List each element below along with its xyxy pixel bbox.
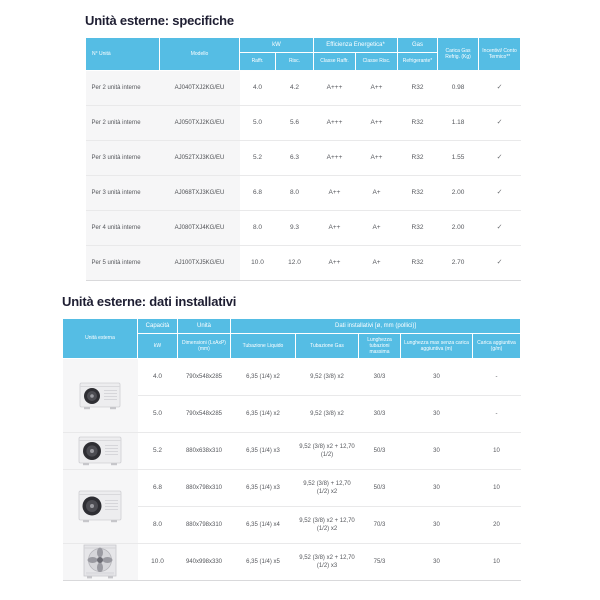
cell-lunghezza-max: 50/3: [373, 447, 386, 454]
outdoor-unit-image: [78, 544, 122, 580]
cell-carica: 2.00: [451, 189, 465, 197]
cell-classe-raffr: A++: [328, 259, 341, 267]
cell-capacita: 10.0: [151, 558, 164, 566]
install-section: [62, 294, 520, 581]
cell-tubazione-gas: 9,52 (3/8) x2 + 12,70 (1/2) x3: [299, 554, 355, 569]
cell-gas: R32: [411, 119, 424, 127]
cell-lunghezza-senza-carica: 30: [433, 410, 440, 417]
cell-modello: AJ068TXJ3KG/EU: [160, 176, 240, 211]
spec-table-header: [86, 38, 521, 71]
cell-carica-aggiuntiva: -: [495, 373, 498, 380]
outdoor-unit-image: [76, 489, 124, 525]
cell-lunghezza-max: 50/3: [373, 484, 386, 491]
install-header-tubazione-liquido: Tubazione Liquido: [231, 334, 296, 359]
cell-carica-aggiuntiva: 10: [493, 484, 500, 491]
spec-header-refrigerante: Refrigerante*: [398, 53, 438, 71]
cell-classe-risc: A++: [370, 119, 383, 127]
spec-table-row: [86, 141, 521, 176]
cell-incentivo-check: ✓: [496, 189, 503, 197]
cell-gas: R32: [411, 189, 424, 197]
cell-modello: AJ100TXJ5KG/EU: [160, 246, 240, 281]
install-header-kw: kW: [138, 334, 178, 359]
spec-header-n-unita: N° Unità: [86, 38, 160, 71]
cell-carica: 2.00: [451, 224, 465, 232]
cell-dimensioni: 880x798x310: [185, 484, 223, 491]
spec-header-classe-risc: Classe Risc.: [356, 53, 398, 71]
cell-carica-aggiuntiva: 10: [493, 558, 500, 565]
cell-lunghezza-senza-carica: 30: [433, 373, 440, 380]
cell-tubazione-gas: 9,52 (3/8) x2: [310, 410, 344, 417]
cell-kw-raffr: 10.0: [251, 259, 264, 267]
cell-n-unita: Per 3 unità interne: [86, 141, 160, 176]
spec-header-classe-raffr: Classe Raffr.: [314, 53, 356, 71]
install-header-unita-esterna: Unità esterna: [63, 319, 138, 359]
cell-tubazione-gas: 9,52 (3/8) x2 + 12,70 (1/2) x2: [299, 517, 355, 532]
cell-kw-raffr: 5.0: [252, 119, 263, 127]
cell-incentivo-check: ✓: [496, 84, 503, 92]
cell-modello: AJ052TXJ3KG/EU: [160, 141, 240, 176]
cell-classe-risc: A+: [372, 259, 381, 267]
cell-gas: R32: [411, 224, 424, 232]
cell-classe-raffr: A++: [328, 189, 341, 197]
outdoor-unit-image-tall: [63, 470, 138, 544]
cell-kw-risc: 8.0: [289, 189, 300, 197]
spec-header-modello: Modello: [160, 38, 240, 71]
cell-lunghezza-senza-carica: 30: [433, 484, 440, 491]
cell-kw-raffr: 8.0: [252, 224, 263, 232]
install-table-row: [63, 544, 521, 581]
outdoor-unit-image-medium: [63, 433, 138, 470]
spec-header-gas-group: Gas: [398, 38, 438, 53]
cell-dimensioni: 880x798x310: [185, 521, 223, 528]
cell-incentivo-check: ✓: [496, 259, 503, 267]
cell-n-unita: Per 2 unità interne: [86, 71, 160, 106]
spec-header-efficienza-group: Efficienza Energetica*: [314, 38, 398, 53]
cell-dimensioni: 790x548x285: [185, 410, 223, 417]
cell-modello: AJ050TXJ2KG/EU: [160, 106, 240, 141]
cell-kw-risc: 12.0: [288, 259, 301, 267]
cell-capacita: 5.2: [152, 447, 163, 455]
cell-tubazione-liquido: 6,35 (1/4) x3: [246, 484, 280, 491]
spec-header-kw-risc: Risc.: [276, 53, 314, 71]
cell-kw-raffr: 4.0: [252, 84, 263, 92]
cell-carica: 2.70: [451, 259, 465, 267]
cell-incentivo-check: ✓: [496, 154, 503, 162]
cell-lunghezza-max: 75/3: [373, 558, 386, 565]
install-header-carica-aggiuntiva: Carica aggiuntiva (g/m): [473, 334, 521, 359]
cell-n-unita: Per 2 unità interne: [86, 106, 160, 141]
cell-carica-aggiuntiva: 10: [493, 447, 500, 454]
cell-tubazione-gas: 9,52 (3/8) x2 + 12,70 (1/2): [299, 443, 355, 458]
cell-n-unita: Per 3 unità interne: [86, 176, 160, 211]
cell-incentivo-check: ✓: [496, 224, 503, 232]
cell-capacita: 8.0: [152, 521, 163, 529]
spec-header-kw-group: kW: [240, 38, 314, 53]
cell-lunghezza-senza-carica: 30: [433, 447, 440, 454]
cell-dimensioni: 880x638x310: [185, 447, 223, 454]
install-table-row: [63, 470, 521, 507]
cell-carica: 0.98: [451, 84, 465, 92]
cell-carica-aggiuntiva: -: [495, 410, 498, 417]
spec-table-row: [86, 176, 521, 211]
spec-header-incentivi: Incentivi/ Conto Termico**: [479, 38, 521, 71]
cell-n-unita: Per 4 unità interne: [86, 211, 160, 246]
cell-capacita: 4.0: [152, 373, 163, 381]
cell-gas: R32: [411, 259, 424, 267]
install-table-row: [63, 433, 521, 470]
cell-lunghezza-senza-carica: 30: [433, 521, 440, 528]
cell-tubazione-liquido: 6,35 (1/4) x2: [246, 373, 280, 380]
cell-kw-raffr: 6.8: [252, 189, 263, 197]
install-header-capacita-group: Capacità: [138, 319, 178, 334]
cell-dimensioni: 790x548x285: [185, 373, 223, 380]
cell-tubazione-liquido: 6,35 (1/4) x2: [246, 410, 280, 417]
cell-kw-risc: 5.6: [289, 119, 300, 127]
cell-tubazione-liquido: 6,35 (1/4) x3: [246, 447, 280, 454]
cell-kw-raffr: 5.2: [252, 154, 263, 162]
cell-kw-risc: 6.3: [289, 154, 300, 162]
cell-classe-risc: A++: [370, 84, 383, 92]
cell-gas: R32: [411, 84, 424, 92]
cell-classe-risc: A++: [370, 154, 383, 162]
outdoor-unit-image: [77, 380, 123, 412]
cell-classe-risc: A+: [372, 189, 381, 197]
cell-lunghezza-max: 70/3: [373, 521, 386, 528]
spec-table-row: [86, 211, 521, 246]
install-header-dati-group: Dati installativi [ø, mm (pollici)]: [231, 319, 521, 334]
spec-header-kw-raffr: Raffr.: [240, 53, 276, 71]
spec-header-carica-gas: Carica Gas Refrig. (Kg): [438, 38, 479, 71]
install-table: [62, 318, 521, 581]
cell-tubazione-liquido: 6,35 (1/4) x5: [246, 558, 280, 565]
outdoor-unit-image-large: [63, 544, 138, 581]
install-section-title: Unità esterne: dati installativi: [62, 294, 237, 309]
cell-kw-risc: 4.2: [289, 84, 300, 92]
spec-table-row: [86, 246, 521, 281]
install-header-tubazione-gas: Tubazione Gas: [296, 334, 359, 359]
install-header-dimensioni: Dimensioni (LxAxP) (mm): [178, 334, 231, 359]
cell-lunghezza-max: 30/3: [373, 410, 386, 417]
cell-kw-risc: 9.3: [289, 224, 300, 232]
cell-n-unita: Per 5 unità interne: [86, 246, 160, 281]
cell-gas: R32: [411, 154, 424, 162]
cell-incentivo-check: ✓: [496, 119, 503, 127]
cell-classe-raffr: A+++: [326, 84, 343, 92]
cell-carica: 1.55: [451, 154, 465, 162]
spec-section-title: Unità esterne: specifiche: [85, 13, 234, 28]
install-table-header: [63, 319, 521, 359]
install-header-lunghezza-max: Lunghezza tubazioni massima: [359, 334, 401, 359]
cell-classe-risc: A+: [372, 224, 381, 232]
cell-capacita: 6.8: [152, 484, 163, 492]
outdoor-unit-image-small: [63, 359, 138, 433]
spec-table: [85, 37, 521, 281]
cell-carica: 1.18: [451, 119, 465, 127]
spec-table-row: [86, 106, 521, 141]
cell-modello: AJ080TXJ4KG/EU: [160, 211, 240, 246]
cell-carica-aggiuntiva: 20: [493, 521, 500, 528]
cell-tubazione-gas: 9,52 (3/8) x2: [310, 373, 344, 380]
install-header-lunghezza-senza-carica: Lunghezza max senza carica aggiuntiva (m): [401, 334, 473, 359]
cell-lunghezza-senza-carica: 30: [433, 558, 440, 565]
cell-capacita: 5.0: [152, 410, 163, 418]
cell-classe-raffr: A+++: [326, 154, 343, 162]
install-header-unita-group: Unità: [178, 319, 231, 334]
cell-tubazione-gas: 9,52 (3/8) + 12,70 (1/2) x2: [303, 480, 351, 495]
spec-section: [85, 13, 520, 281]
cell-classe-raffr: A+++: [326, 119, 343, 127]
install-table-row: [63, 359, 521, 396]
cell-classe-raffr: A++: [328, 224, 341, 232]
cell-lunghezza-max: 30/3: [373, 373, 386, 380]
cell-tubazione-liquido: 6,35 (1/4) x4: [246, 521, 280, 528]
cell-modello: AJ040TXJ2KG/EU: [160, 71, 240, 106]
cell-dimensioni: 940x998x330: [185, 558, 223, 565]
outdoor-unit-image: [76, 435, 124, 468]
spec-table-row: [86, 71, 521, 106]
